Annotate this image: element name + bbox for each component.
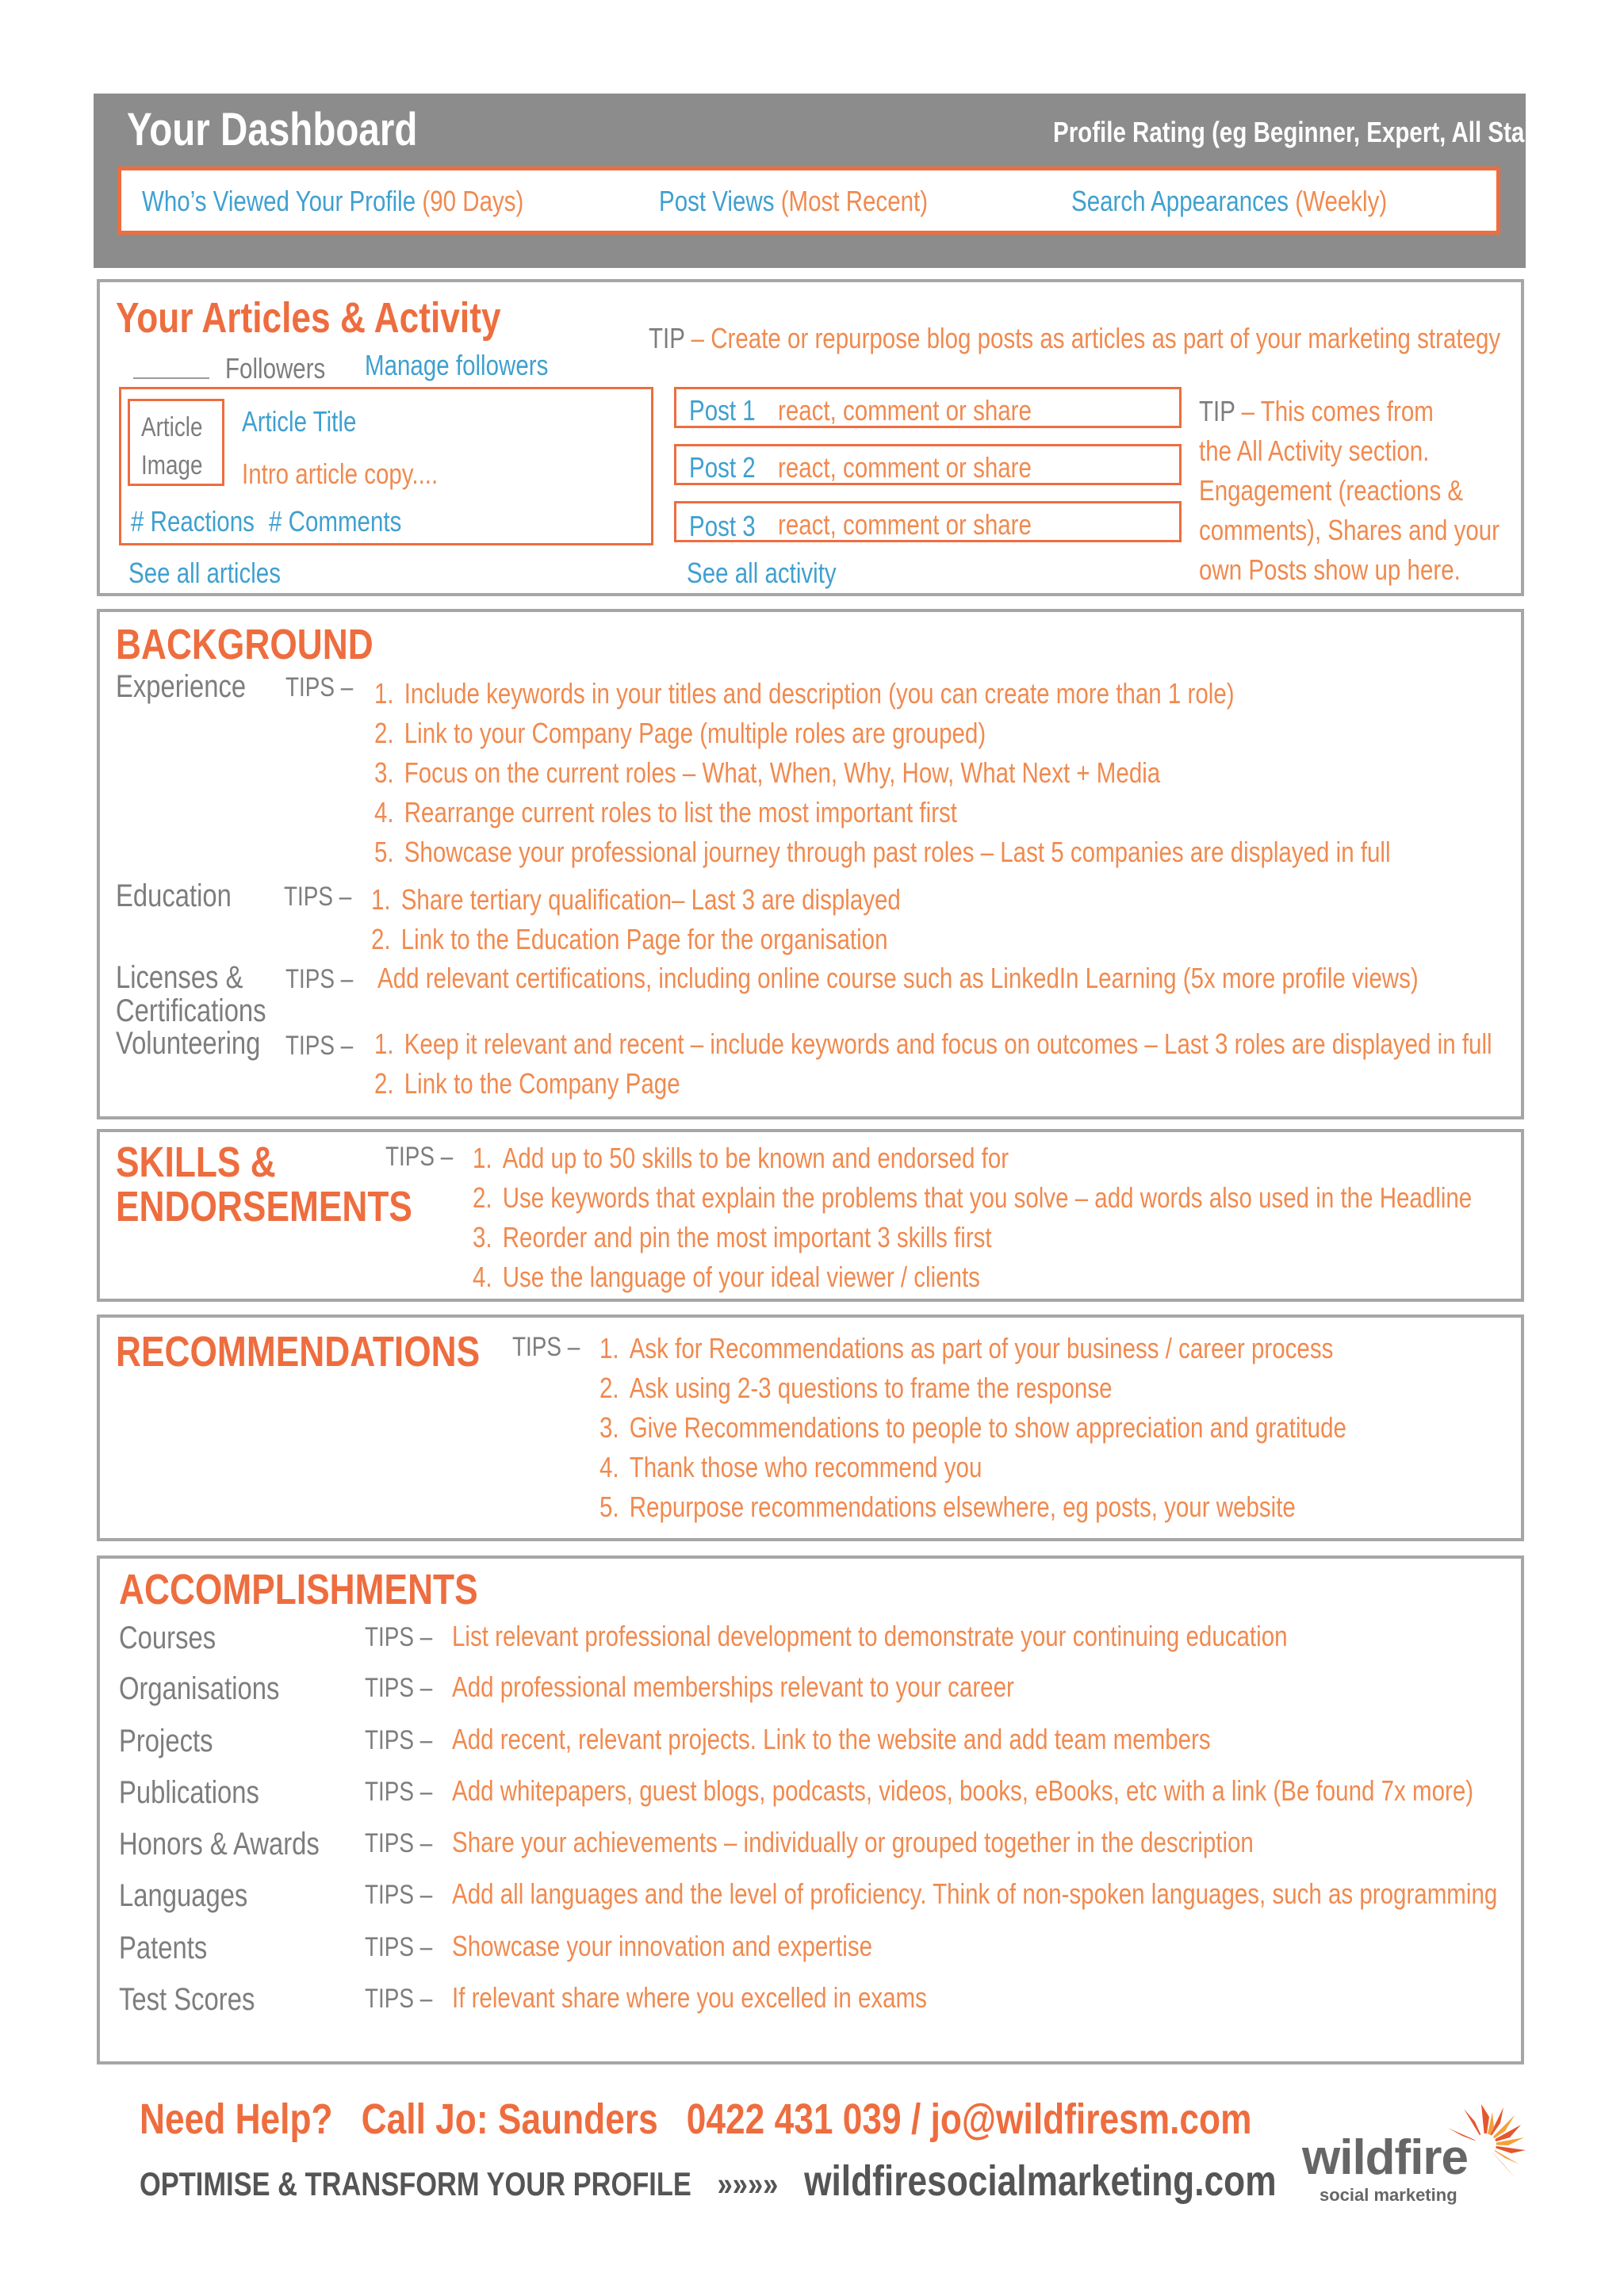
article-reactions: # Reactions (131, 505, 255, 538)
list-item: 5. Showcase your professional journey through past roles – Last 5 companies are displayed in full (374, 836, 1391, 868)
website-link[interactable]: wildfiresocialmarketing.com (804, 2157, 1277, 2205)
post-2-label: Post 2 (689, 451, 756, 484)
list-item: 2. Link to your Company Page (multiple roles are grouped) (374, 717, 986, 749)
article-image (128, 399, 224, 486)
article-image-line1: Article (141, 412, 203, 442)
background-section (97, 609, 1524, 1119)
list-item: 4. Rearrange current roles to list the most important first (374, 796, 957, 828)
list-item: 2. Link to the Education Page for the organisation (371, 923, 888, 955)
recommendations-tips-label: TIPS – (512, 1332, 580, 1362)
licenses-label: Licenses & Certifications (116, 960, 266, 1028)
volunteering-tips-label: TIPS – (285, 1031, 354, 1061)
articles-tip: TIP – Create or repurpose blog posts as articles as part of your marketing strategy (649, 322, 1501, 354)
post-3[interactable] (674, 501, 1182, 542)
list-item: Publications TIPS – Add whitepapers, guest blogs, podcasts, videos, books, eBooks, etc with a link (Be found 7x more) (119, 1774, 1474, 1810)
article-image-line2: Image (141, 450, 203, 480)
wildfire-logo (1297, 2101, 1535, 2204)
list-item: 4. Thank those who recommend you (599, 1451, 982, 1483)
post-2-action: react, comment or share (778, 451, 1032, 484)
stat-search-appearances[interactable]: Search Appearances (Weekly) (1071, 185, 1388, 217)
article-comments: # Comments (269, 505, 402, 538)
accomplishments-section (97, 1556, 1524, 2064)
dashboard-title: Your Dashboard (127, 104, 418, 155)
articles-title: Your Articles & Activity (116, 294, 501, 342)
call-text: Call Jo: Saunders (361, 2095, 658, 2143)
list-item: 1. Include keywords in your titles and description (you can create more than 1 role) (374, 677, 1235, 710)
recommendations-title: RECOMMENDATIONS (116, 1328, 481, 1376)
list-item: Honors & Awards TIPS – Share your achievements – individually or grouped together in the description (119, 1826, 1254, 1862)
recommendations-section (97, 1314, 1524, 1541)
stat-post-views[interactable]: Post Views (Most Recent) (659, 185, 929, 217)
list-item: Courses TIPS – List relevant professional development to demonstrate your continuing education (119, 1620, 1288, 1655)
list-item: 1. Share tertiary qualification– Last 3 are displayed (371, 883, 901, 916)
experience-tips (374, 674, 1391, 872)
list-item: 3. Give Recommendations to people to show appreciation and gratitude (599, 1411, 1346, 1444)
arrows-text: »»»» (717, 2165, 779, 2202)
education-label: Education (116, 878, 232, 913)
article-card[interactable] (119, 387, 653, 545)
experience-label: Experience (116, 669, 247, 704)
list-item: 3. Reorder and pin the most important 3 skills first (473, 1221, 992, 1253)
background-title: BACKGROUND (116, 621, 373, 668)
list-item: Test Scores TIPS – If relevant share where you excelled in exams (119, 1981, 927, 2017)
followers-label: Followers (225, 352, 326, 385)
list-item: 4. Use the language of your ideal viewer / clients (473, 1261, 980, 1293)
post-1-label: Post 1 (689, 394, 756, 427)
article-intro: Intro article copy.... (242, 457, 439, 490)
list-item: Languages TIPS – Add all languages and the level of proficiency. Think of non-spoken languages, such as programming (119, 1877, 1498, 1913)
stat-profile-views[interactable]: Who’s Viewed Your Profile (90 Days) (142, 185, 524, 217)
post-2[interactable] (674, 444, 1182, 485)
volunteering-tips (374, 1024, 1492, 1104)
need-help-text: Need Help? (140, 2095, 333, 2143)
followers-count-blank (133, 377, 209, 379)
dashboard-panel (94, 94, 1542, 268)
post-1-action: react, comment or share (778, 394, 1032, 427)
skills-section (97, 1129, 1524, 1302)
footer-help-line (140, 2095, 1251, 2144)
list-item: 2. Link to the Company Page (374, 1067, 680, 1100)
optimise-text: OPTIMISE & TRANSFORM YOUR PROFILE (140, 2165, 691, 2202)
list-item: 2. Use keywords that explain the problems that you solve – add words also used in the Headline (473, 1181, 1473, 1214)
list-item: Patents TIPS – Showcase your innovation and expertise (119, 1930, 873, 1965)
education-tips (371, 880, 901, 959)
licenses-tip: Add relevant certifications, including online course such as LinkedIn Learning (5x more profile views) (377, 962, 1419, 994)
articles-activity-section (97, 279, 1524, 596)
accomplishments-title: ACCOMPLISHMENTS (119, 1566, 478, 1613)
list-item: 1. Ask for Recommendations as part of your business / career process (599, 1332, 1334, 1364)
logo-word: wildfire (1302, 2130, 1469, 2185)
education-tips-label: TIPS – (284, 882, 352, 912)
profile-rating: Profile Rating (eg Beginner, Expert, All Star) (1053, 116, 1542, 148)
dashboard-stats-bar (117, 166, 1500, 235)
post-1[interactable] (674, 387, 1182, 428)
manage-followers-link[interactable]: Manage followers (365, 349, 549, 381)
contact-link[interactable]: 0422 431 039 / jo@wildfiresm.com (686, 2095, 1252, 2143)
licenses-tips-label: TIPS – (285, 964, 354, 994)
skills-tips-label: TIPS – (385, 1142, 454, 1172)
activity-side-tip: TIP – This comes from the All Activity section. Engagement (reactions & comments), Shares and your own Posts show up here. (1199, 395, 1500, 586)
list-item: 1. Add up to 50 skills to be known and endorsed for (473, 1142, 1009, 1174)
recommendations-tips (599, 1329, 1346, 1527)
post-3-action: react, comment or share (778, 508, 1032, 541)
list-item: 5. Repurpose recommendations elsewhere, eg posts, your website (599, 1490, 1296, 1523)
see-all-articles-link[interactable]: See all articles (128, 557, 281, 589)
volunteering-label: Volunteering (116, 1026, 261, 1061)
post-3-label: Post 3 (689, 510, 756, 542)
see-all-activity-link[interactable]: See all activity (687, 557, 837, 589)
skills-title: SKILLS & ENDORSEMENTS (116, 1138, 412, 1230)
logo-subtitle: social marketing (1320, 2185, 1457, 2205)
list-item: Projects TIPS – Add recent, relevant projects. Link to the website and add team members (119, 1723, 1211, 1758)
list-item: 2. Ask using 2-3 questions to frame the response (599, 1372, 1113, 1404)
footer-optimise-line (140, 2156, 1277, 2206)
list-item: Organisations TIPS – Add professional memberships relevant to your career (119, 1670, 1014, 1706)
list-item: 3. Focus on the current roles – What, When, Why, How, What Next + Media (374, 756, 1161, 789)
experience-tips-label: TIPS – (285, 672, 354, 702)
skills-tips (473, 1138, 1472, 1297)
article-title[interactable]: Article Title (242, 405, 357, 438)
list-item: 1. Keep it relevant and recent – include keywords and focus on outcomes – Last 3 roles are displayed in full (374, 1027, 1492, 1060)
